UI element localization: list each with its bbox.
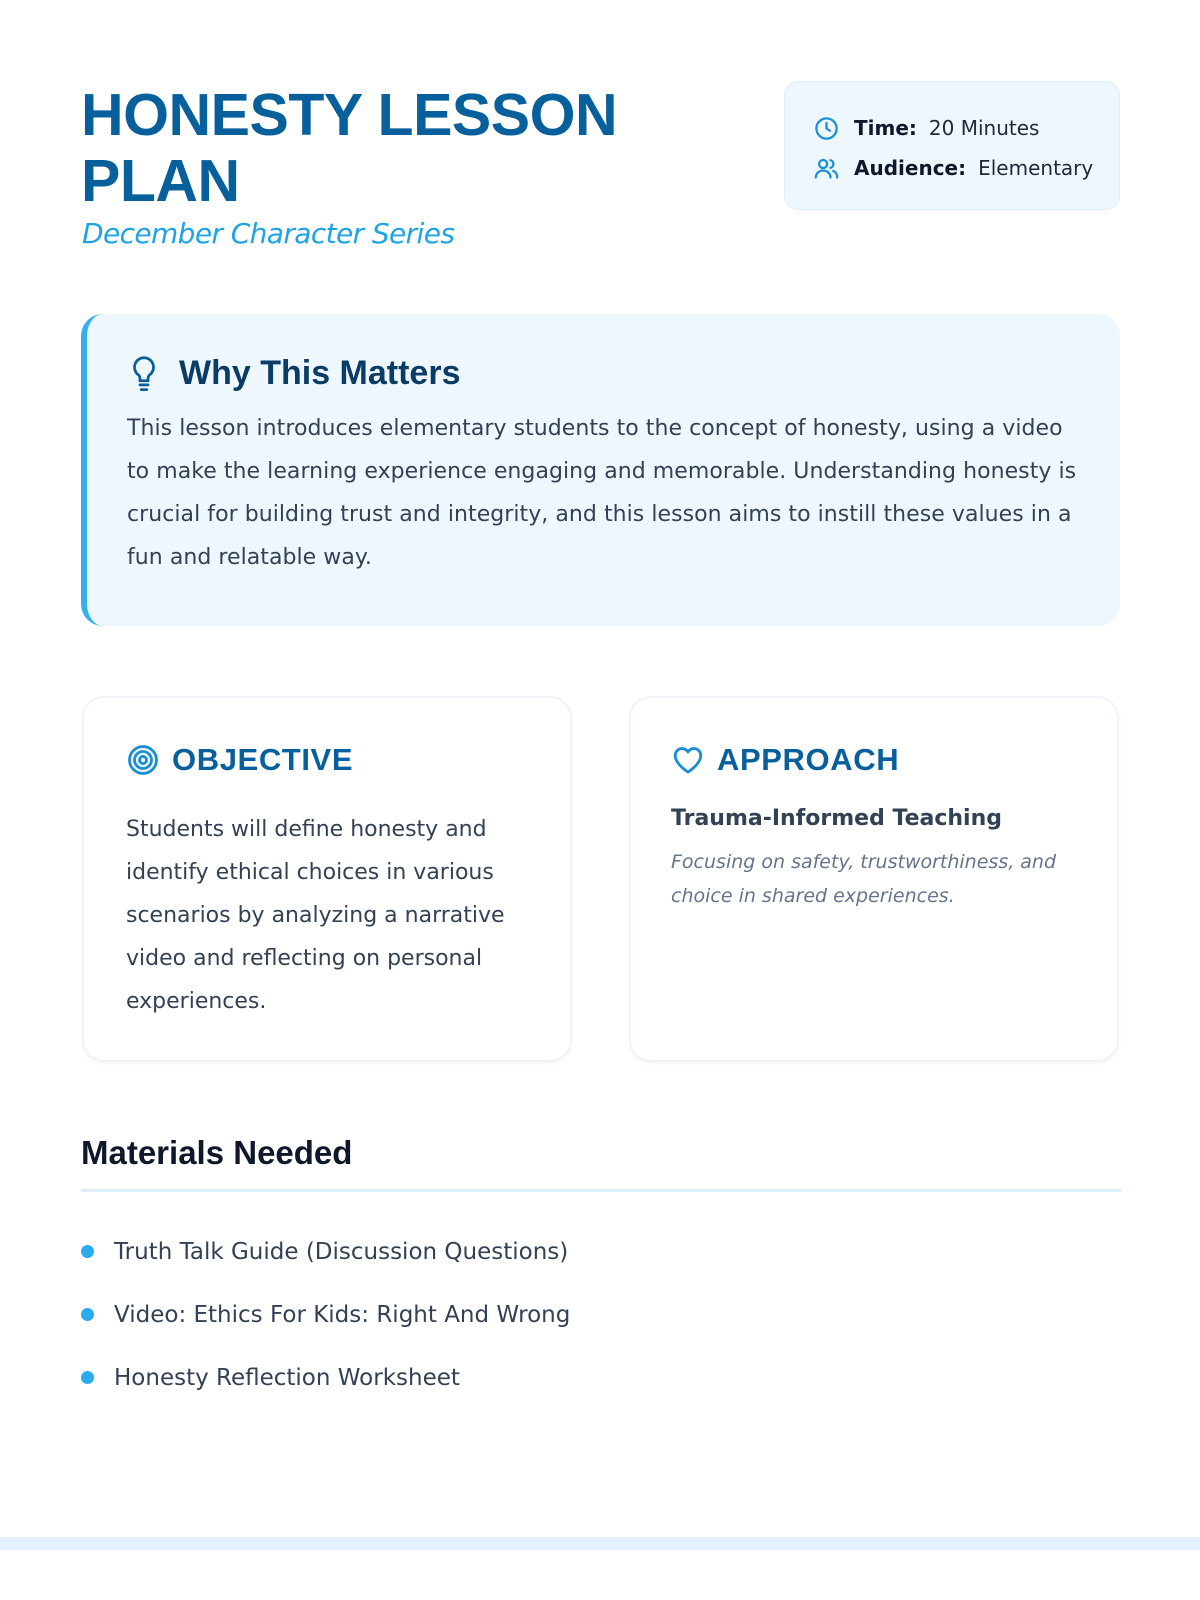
heart-icon (671, 743, 705, 777)
time-label: Time: (854, 116, 917, 140)
time-value: 20 Minutes (928, 116, 1040, 140)
approach-subtitle: Trauma-Informed Teaching (671, 806, 1002, 831)
objective-card (82, 696, 572, 1062)
clock-icon (813, 115, 840, 142)
why-header (127, 354, 1090, 393)
bullet-icon (81, 1308, 94, 1321)
why-title: Why This Matters (179, 354, 461, 392)
material-text: Honesty Reflection Worksheet (114, 1364, 460, 1391)
audience-row (813, 148, 1119, 188)
audience-label: Audience: (854, 156, 967, 180)
page-subtitle: December Character Series (82, 217, 455, 250)
materials-divider (81, 1189, 1121, 1192)
why-this-matters-card (81, 314, 1120, 626)
objective-header (126, 742, 550, 778)
list-item (81, 1224, 570, 1287)
why-body: This lesson introduces elementary students to the concept of honesty, using a video to make the learning experience engaging and memorable. Understanding honesty is crucial for building trust and integrity, and this lesson aims to instill these values in a fun and relatable way. (127, 416, 1077, 570)
materials-title: Materials Needed (81, 1134, 353, 1171)
approach-description: Focusing on safety, trustworthiness, and choice in shared experiences. (671, 851, 1057, 907)
bullet-icon (81, 1371, 94, 1384)
lightbulb-icon (127, 355, 161, 393)
material-text: Truth Talk Guide (Discussion Questions) (114, 1238, 569, 1265)
target-icon (126, 743, 160, 777)
page-title: HONESTY LESSON PLAN (81, 82, 618, 214)
time-row (813, 108, 1119, 148)
meta-card (784, 81, 1120, 210)
list-item (81, 1287, 570, 1350)
approach-title: APPROACH (717, 742, 900, 777)
material-text: Video: Ethics For Kids: Right And Wrong (114, 1301, 571, 1328)
objective-body: Students will define honesty and identify ethical choices in various scenarios by analyzing a narrative video and reflecting on personal experiences. (126, 817, 505, 1014)
materials-list (81, 1224, 570, 1413)
approach-card (629, 696, 1119, 1062)
users-icon (813, 155, 840, 182)
audience-value: Elementary (978, 156, 1094, 180)
list-item (81, 1350, 570, 1413)
footer-bar (0, 1537, 1200, 1550)
bullet-icon (81, 1245, 94, 1258)
objective-title: OBJECTIVE (172, 742, 354, 777)
approach-header (671, 742, 1097, 778)
